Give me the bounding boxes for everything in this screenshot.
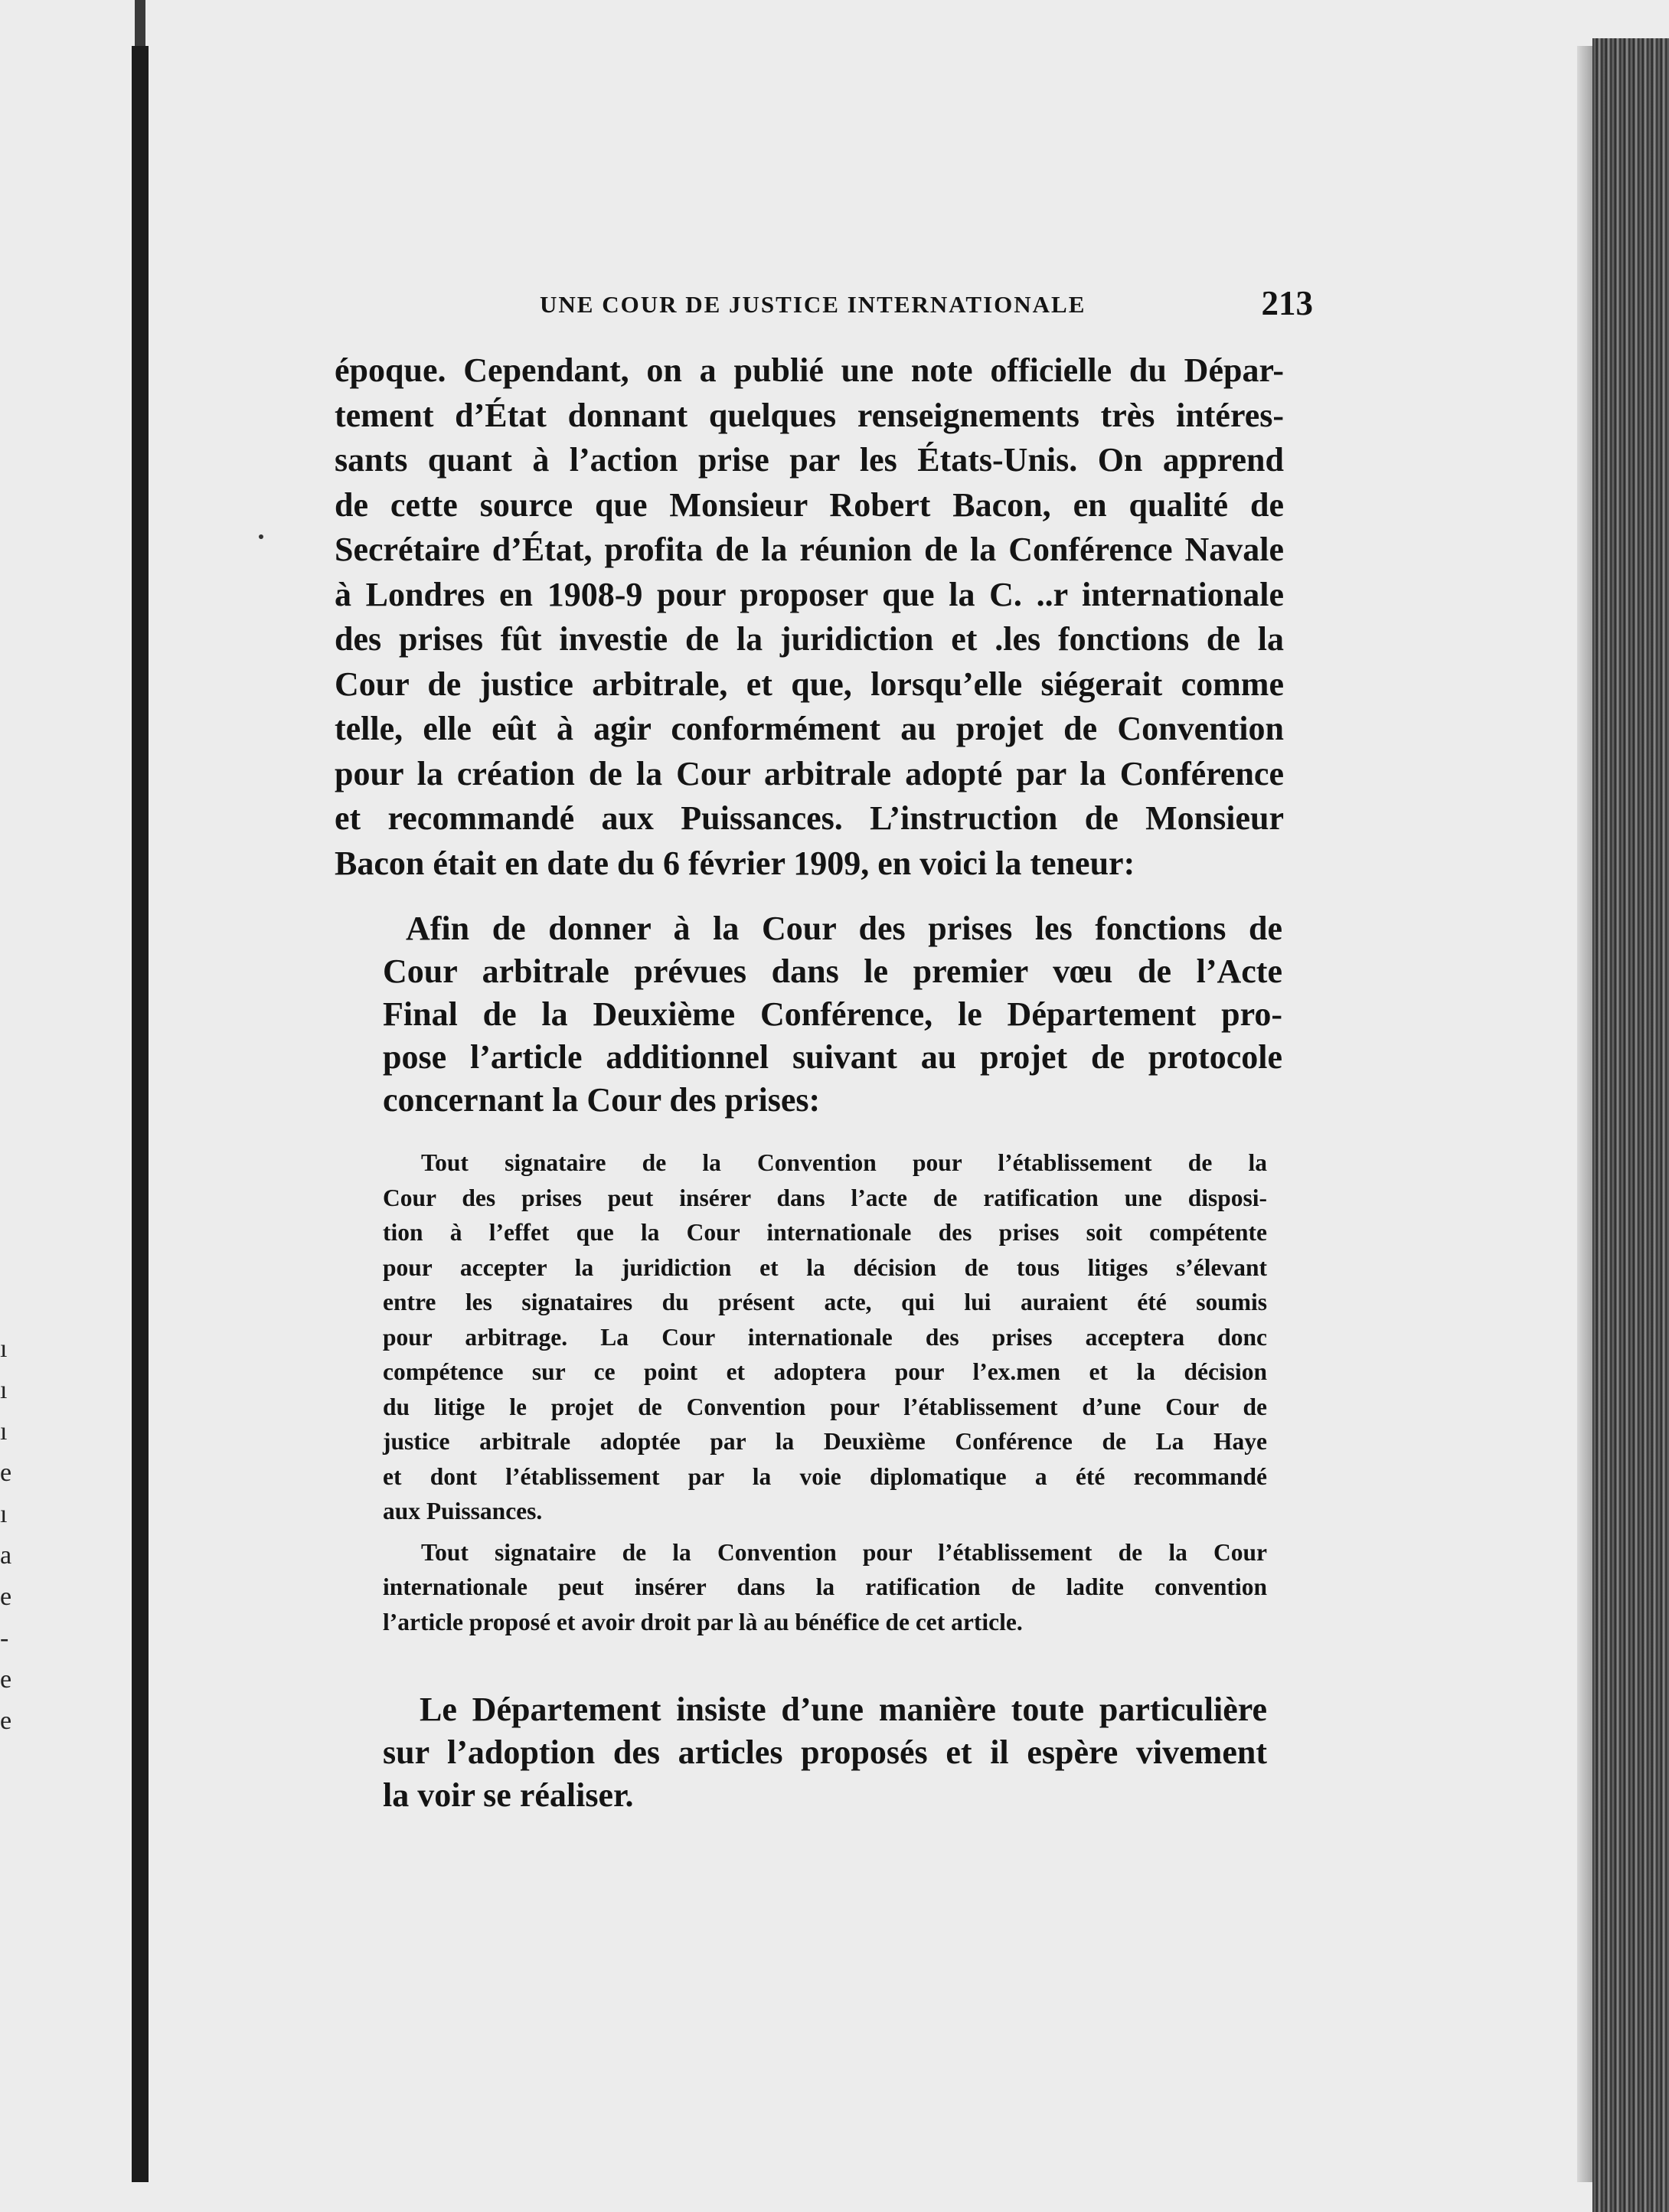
quote-line: Afin de donner à la Cour des prises les fonctions de xyxy=(406,910,1282,947)
left-page-edge xyxy=(0,0,145,2212)
closing-line: la voir se réaliser. xyxy=(383,1776,634,1814)
left-page-fragment: e xyxy=(0,1707,12,1735)
article-line: et dont l’établissement par la voie diplomatique a été recommandé xyxy=(383,1462,1267,1490)
article-line: aux Puissances. xyxy=(383,1498,543,1524)
article-line: entre les signataires du présent acte, qui lui auraient été soumis xyxy=(383,1289,1267,1315)
text-line: des prises fût investie de la juridiction et .les fonctions de la xyxy=(335,620,1284,658)
book-page-edges xyxy=(1592,38,1669,2212)
article-line: Tout signataire de la Convention pour l’établissement de la xyxy=(421,1149,1267,1176)
text-line: tement d’État donnant quelques renseignements très intéres- xyxy=(335,396,1284,434)
article-line: pour arbitrage. La Cour internationale des prises acceptera donc xyxy=(383,1323,1267,1351)
quote-line: Cour arbitrale prévues dans le premier vœu de l’Acte xyxy=(383,952,1282,990)
text-line: sants quant à l’action prise par les États-Unis. On apprend xyxy=(335,441,1284,479)
quote-line: concernant la Cour des prises: xyxy=(383,1081,821,1119)
article-line: Cour des prises peut insérer dans l’acte de ratification une disposi- xyxy=(383,1184,1267,1211)
closing-line: Le Département insiste d’une manière toute particulière xyxy=(420,1691,1267,1728)
left-page-fragments xyxy=(0,1328,23,1742)
page-number: 213 xyxy=(1261,284,1313,322)
proposed-article xyxy=(383,1145,1267,1639)
article-paragraph-1 xyxy=(383,1145,1267,1529)
article-line: tion à l’effet que la Cour internationale des prises soit compétente xyxy=(383,1219,1267,1246)
left-page-fragment: e xyxy=(0,1583,12,1611)
text-line: à Londres en 1908-9 pour proposer que la C. ..r internationale xyxy=(335,575,1284,613)
article-line: pour accepter la juridiction et la décision de tous litiges s’élevant xyxy=(383,1253,1267,1281)
quote-line: pose l’article additionnel suivant au projet de protocole xyxy=(383,1038,1282,1076)
text-line: Bacon était en date du 6 février 1909, en voici la teneur: xyxy=(335,844,1135,882)
closing-paragraph xyxy=(383,1688,1267,1817)
running-title: UNE COUR DE JUSTICE INTERNATIONALE xyxy=(540,291,1086,318)
text-line: pour la création de la Cour arbitrale adopté par la Conférence xyxy=(335,754,1284,792)
article-line: l’article proposé et avoir droit par là au bénéfice de cet article. xyxy=(383,1608,1023,1635)
left-page-fragment: a xyxy=(0,1541,12,1570)
left-page-fragment: ı xyxy=(0,1500,8,1528)
main-paragraph xyxy=(335,348,1284,886)
article-paragraph-2 xyxy=(383,1535,1267,1640)
text-line: époque. Cependant, on a publié une note officielle du Dépar- xyxy=(335,351,1284,389)
paragraph-block xyxy=(335,348,1284,841)
article-line: Tout signataire de la Convention pour l’établissement de la Cour xyxy=(421,1538,1267,1566)
text-line: Secrétaire d’État, profita de la réunion de la Conférence Navale xyxy=(335,531,1284,568)
left-page-fragment: ı xyxy=(0,1335,8,1363)
article-line: justice arbitrale adoptée par la Deuxième Conférence de La Haye xyxy=(383,1428,1267,1455)
text-line: de cette source que Monsieur Robert Bacon, en qualité de xyxy=(335,485,1284,524)
paragraph-last-line xyxy=(335,841,1284,887)
left-page-fragment: e xyxy=(0,1459,12,1487)
article-line: internationale peut insérer dans la ratification de ladite convention xyxy=(383,1573,1267,1600)
closing-line: sur l’adoption des articles proposés et il espère vivement xyxy=(383,1733,1267,1771)
running-header xyxy=(540,284,1313,329)
text-line: et recommandé aux Puissances. L’instruction de Monsieur xyxy=(335,799,1284,837)
left-page-fragment: ı xyxy=(0,1376,8,1404)
quote-line: Final de la Deuxième Conférence, le Département pro- xyxy=(383,995,1282,1033)
text-line: Cour de justice arbitrale, et que, lorsqu’elle siégerait comme xyxy=(335,665,1284,703)
left-page-fragment: ı xyxy=(0,1417,8,1446)
left-page-fragment: e xyxy=(0,1665,12,1694)
text-line: telle, elle eût à agir conformément au projet de Convention xyxy=(335,710,1284,747)
stray-dot xyxy=(259,534,263,539)
department-instruction-quote xyxy=(383,907,1282,1122)
book-gutter xyxy=(132,46,149,2182)
left-page-fragment: - xyxy=(0,1624,9,1652)
article-line: du litige le projet de Convention pour l’établissement d’une Cour de xyxy=(383,1393,1267,1420)
article-line: compétence sur ce point et adoptera pour l’ex.men et la décision xyxy=(383,1358,1267,1385)
